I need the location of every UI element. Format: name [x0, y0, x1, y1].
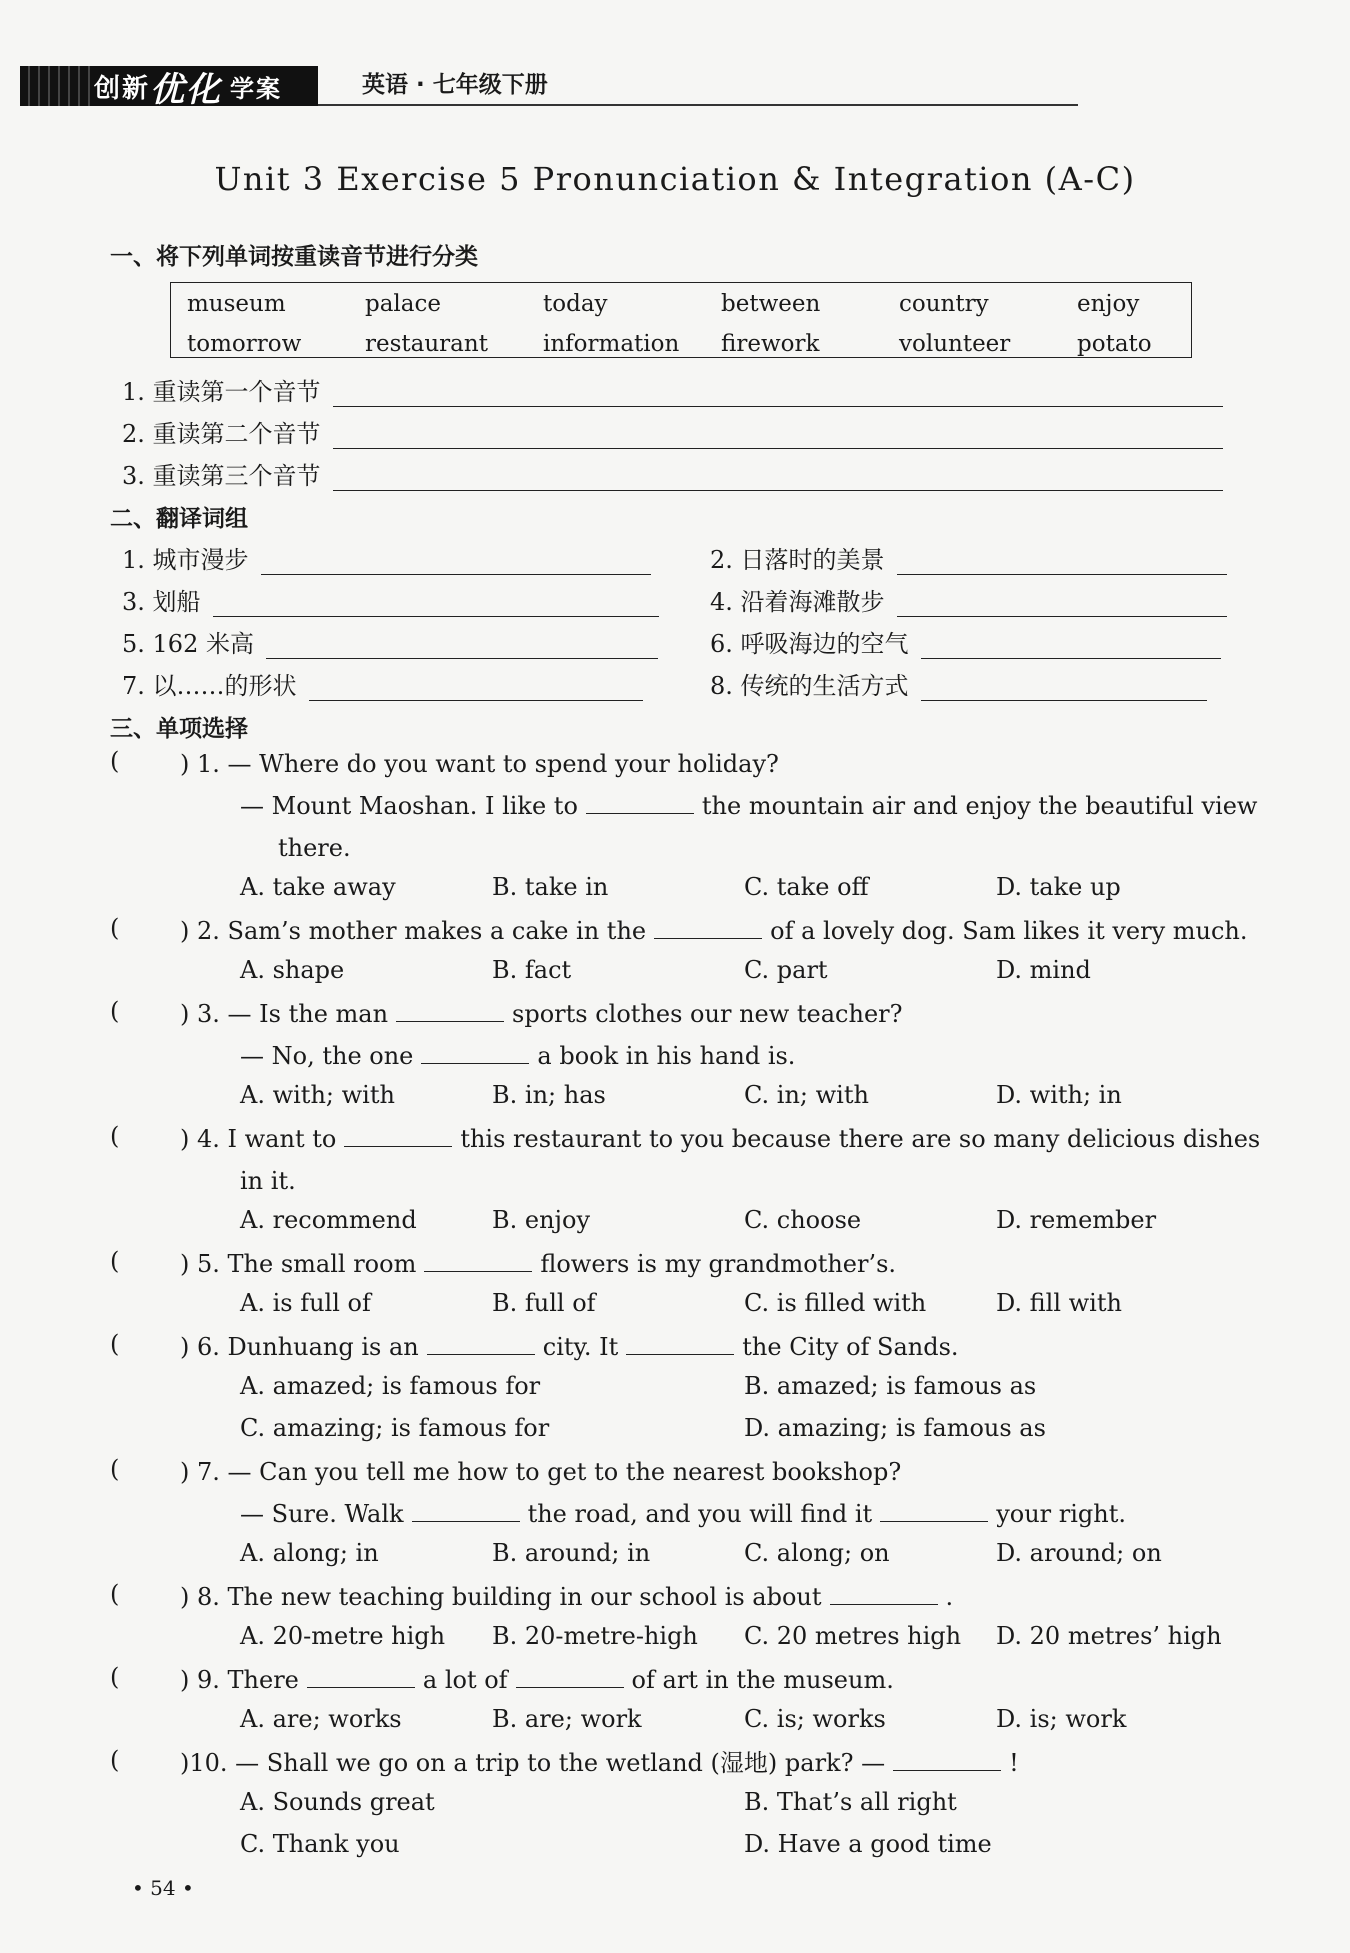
question-text: I want to [227, 1125, 337, 1153]
question-number: ) 4. [180, 1125, 220, 1153]
brand-text-b: 优化 [150, 69, 223, 110]
answer-line[interactable] [921, 670, 1207, 701]
question-8 [180, 1580, 953, 1614]
question-1-line3: there. [278, 834, 351, 862]
question-text: of a lovely dog. Sam likes it very much. [770, 917, 1248, 945]
answer-paren[interactable]: ( [110, 1663, 120, 1691]
option-b[interactable]: B. amazed; is famous as [744, 1372, 1037, 1400]
classify-label: 1. 重读第一个音节 [122, 378, 321, 406]
question-text: your right. [996, 1500, 1127, 1528]
option-a[interactable]: A. recommend [240, 1206, 417, 1234]
option-c[interactable]: C. is filled with [744, 1289, 927, 1317]
answer-paren[interactable]: ( [110, 1580, 120, 1608]
option-a[interactable]: A. Sounds great [240, 1788, 435, 1816]
option-d[interactable]: D. Have a good time [744, 1830, 992, 1858]
question-text: — Where do you want to spend your holiday? [227, 750, 779, 778]
answer-paren[interactable]: ( [110, 914, 120, 942]
blank[interactable] [830, 1582, 938, 1605]
word: tomorrow [187, 331, 302, 357]
blank[interactable] [344, 1124, 452, 1147]
blank[interactable] [307, 1665, 415, 1688]
option-d[interactable]: D. is; work [996, 1705, 1127, 1733]
question-9 [180, 1663, 894, 1697]
classify-row [122, 372, 1223, 407]
option-b[interactable]: B. fact [492, 956, 572, 984]
question-7-line2 [240, 1497, 1126, 1531]
answer-line[interactable] [897, 544, 1227, 575]
question-text: the mountain air and enjoy the beautiful view [701, 792, 1258, 820]
translate-item [710, 666, 1207, 701]
word: enjoy [1077, 291, 1140, 317]
option-b[interactable]: B. 20-metre-high [492, 1622, 698, 1650]
question-text: a book in his hand is. [537, 1042, 796, 1070]
translate-item [122, 666, 643, 701]
answer-line[interactable] [213, 586, 659, 617]
option-a[interactable]: A. take away [240, 873, 396, 901]
option-a[interactable]: A. along; in [240, 1539, 379, 1567]
question-text: — Mount Maoshan. I like to [240, 792, 578, 820]
translate-label: 7. 以……的形状 [122, 672, 297, 700]
question-text: this restaurant to you because there are so many delicious dishes [460, 1125, 1261, 1153]
question-text: . [945, 1583, 954, 1611]
question-text: flowers is my grandmother’s. [540, 1250, 897, 1278]
question-text: The new teaching building in our school is about [227, 1583, 822, 1611]
question-text: the road, and you will find it [527, 1500, 873, 1528]
option-c[interactable]: C. part [744, 956, 828, 984]
blank[interactable] [626, 1332, 734, 1355]
option-d[interactable]: D. mind [996, 956, 1091, 984]
word: museum [187, 291, 286, 317]
question-text: The small room [227, 1250, 417, 1278]
question-3-line2 [240, 1039, 795, 1073]
option-a[interactable]: A. 20-metre high [240, 1622, 446, 1650]
word: potato [1077, 331, 1152, 357]
section1-heading: 一、将下列单词按重读音节进行分类 [110, 244, 478, 270]
question-text: — Shall we go on a trip to the wetland (湿地) park? — [235, 1749, 886, 1777]
question-5 [180, 1247, 896, 1281]
question-number: )10. [180, 1749, 228, 1777]
answer-line[interactable] [266, 628, 658, 659]
option-b[interactable]: B. take in [492, 873, 609, 901]
word: restaurant [365, 331, 488, 357]
question-text: ! [1009, 1749, 1019, 1777]
option-c[interactable]: C. in; with [744, 1081, 869, 1109]
blank[interactable] [424, 1249, 532, 1272]
classify-row [122, 456, 1223, 491]
option-c[interactable]: C. along; on [744, 1539, 890, 1567]
blank[interactable] [396, 999, 504, 1022]
answer-paren[interactable]: ( [110, 997, 120, 1025]
answer-line[interactable] [333, 418, 1223, 449]
blank[interactable] [412, 1499, 520, 1522]
translate-label: 6. 呼吸海边的空气 [710, 630, 909, 658]
answer-paren[interactable]: ( [110, 1330, 120, 1358]
option-a[interactable]: A. with; with [240, 1081, 395, 1109]
translate-label: 5. 162 米高 [122, 630, 254, 658]
brand-text-c: 学案 [230, 74, 283, 103]
option-a[interactable]: A. amazed; is famous for [240, 1372, 541, 1400]
question-4 [180, 1122, 1260, 1156]
option-b[interactable]: B. are; work [492, 1705, 642, 1733]
option-d[interactable]: D. take up [996, 873, 1121, 901]
option-b[interactable]: B. full of [492, 1289, 596, 1317]
blank[interactable] [427, 1332, 535, 1355]
translate-label: 4. 沿着海滩散步 [710, 588, 885, 616]
question-number: ) 5. [180, 1250, 220, 1278]
word: information [543, 331, 680, 357]
question-number: ) 3. [180, 1000, 220, 1028]
answer-line[interactable] [261, 544, 651, 575]
answer-paren[interactable]: ( [110, 1122, 120, 1150]
option-d[interactable]: D. around; on [996, 1539, 1162, 1567]
question-text: Dunhuang is an [227, 1333, 419, 1361]
section2-heading: 二、翻译词组 [110, 506, 248, 532]
option-b[interactable]: B. enjoy [492, 1206, 591, 1234]
question-2 [180, 914, 1248, 948]
word: firework [721, 331, 820, 357]
option-d[interactable]: D. amazing; is famous as [744, 1414, 1046, 1442]
blank[interactable] [586, 791, 694, 814]
question-text: a lot of [422, 1666, 508, 1694]
question-number: ) 7. [180, 1458, 220, 1486]
brand-text-a: 创新 [94, 73, 151, 104]
option-c[interactable]: C. Thank you [240, 1830, 400, 1858]
question-7 [180, 1455, 901, 1489]
classify-label: 2. 重读第二个音节 [122, 420, 321, 448]
answer-line[interactable] [897, 586, 1227, 617]
question-text: the City of Sands. [742, 1333, 959, 1361]
page-title: Unit 3 Exercise 5 Pronunciation & Integration (A-C) [214, 160, 1136, 198]
translate-label: 3. 划船 [122, 588, 201, 616]
question-10 [180, 1746, 1019, 1780]
option-d[interactable]: D. 20 metres’ high [996, 1622, 1222, 1650]
word-box [170, 282, 1192, 358]
blank[interactable] [421, 1041, 529, 1064]
brand-stripes [20, 66, 90, 106]
classify-label: 3. 重读第三个音节 [122, 462, 321, 490]
translate-item [122, 582, 659, 617]
page-number: • 54 • [132, 1876, 194, 1900]
question-1-line2 [240, 789, 1257, 823]
answer-line[interactable] [333, 460, 1223, 491]
option-c[interactable]: C. take off [744, 873, 869, 901]
question-4-line2: in it. [240, 1167, 296, 1195]
word: today [543, 291, 608, 317]
question-number: ) 6. [180, 1333, 220, 1361]
question-1 [180, 747, 779, 781]
translate-label: 1. 城市漫步 [122, 546, 249, 574]
question-text: There [227, 1666, 299, 1694]
blank[interactable] [516, 1665, 624, 1688]
option-a[interactable]: A. shape [240, 956, 345, 984]
option-d[interactable]: D. fill with [996, 1289, 1122, 1317]
answer-paren[interactable]: ( [110, 747, 120, 775]
classify-row [122, 414, 1223, 449]
translate-label: 8. 传统的生活方式 [710, 672, 909, 700]
blank[interactable] [893, 1748, 1001, 1771]
translate-item [122, 624, 658, 659]
question-text: — Can you tell me how to get to the nearest bookshop? [227, 1458, 902, 1486]
question-text: — Is the man [227, 1000, 389, 1028]
question-6 [180, 1330, 959, 1364]
blank[interactable] [654, 916, 762, 939]
word: country [899, 291, 989, 317]
answer-paren[interactable]: ( [110, 1746, 120, 1774]
answer-line[interactable] [333, 376, 1223, 407]
question-text: city. It [542, 1333, 619, 1361]
answer-paren[interactable]: ( [110, 1455, 120, 1483]
question-number: ) 8. [180, 1583, 220, 1611]
question-3 [180, 997, 903, 1031]
translate-item [122, 540, 651, 575]
question-text: sports clothes our new teacher? [512, 1000, 903, 1028]
translate-label: 2. 日落时的美景 [710, 546, 885, 574]
word: palace [365, 291, 441, 317]
question-number: ) 1. [180, 750, 220, 778]
question-number: ) 9. [180, 1666, 220, 1694]
option-b[interactable]: B. in; has [492, 1081, 606, 1109]
question-text: Sam’s mother makes a cake in the [227, 917, 647, 945]
question-number: ) 2. [180, 917, 220, 945]
answer-line[interactable] [309, 670, 643, 701]
option-d[interactable]: D. with; in [996, 1081, 1122, 1109]
option-c[interactable]: C. choose [744, 1206, 862, 1234]
option-d[interactable]: D. remember [996, 1206, 1157, 1234]
word: between [721, 291, 821, 317]
header-subject: 英语 · 七年级下册 [362, 72, 548, 98]
question-text: — No, the one [240, 1042, 414, 1070]
header-rule [318, 104, 1078, 106]
translate-item [710, 624, 1221, 659]
answer-paren[interactable]: ( [110, 1247, 120, 1275]
option-c[interactable]: C. 20 metres high [744, 1622, 962, 1650]
translate-item [710, 582, 1227, 617]
option-c[interactable]: C. amazing; is famous for [240, 1414, 550, 1442]
translate-item [710, 540, 1227, 575]
section3-heading: 三、单项选择 [110, 716, 248, 742]
option-c[interactable]: C. is; works [744, 1705, 886, 1733]
option-a[interactable]: A. are; works [240, 1705, 402, 1733]
option-b[interactable]: B. That’s all right [744, 1788, 957, 1816]
blank[interactable] [880, 1499, 988, 1522]
question-text: of art in the museum. [631, 1666, 894, 1694]
answer-line[interactable] [921, 628, 1221, 659]
option-a[interactable]: A. is full of [240, 1289, 371, 1317]
word: volunteer [899, 331, 1011, 357]
option-b[interactable]: B. around; in [492, 1539, 651, 1567]
question-text: — Sure. Walk [240, 1500, 404, 1528]
